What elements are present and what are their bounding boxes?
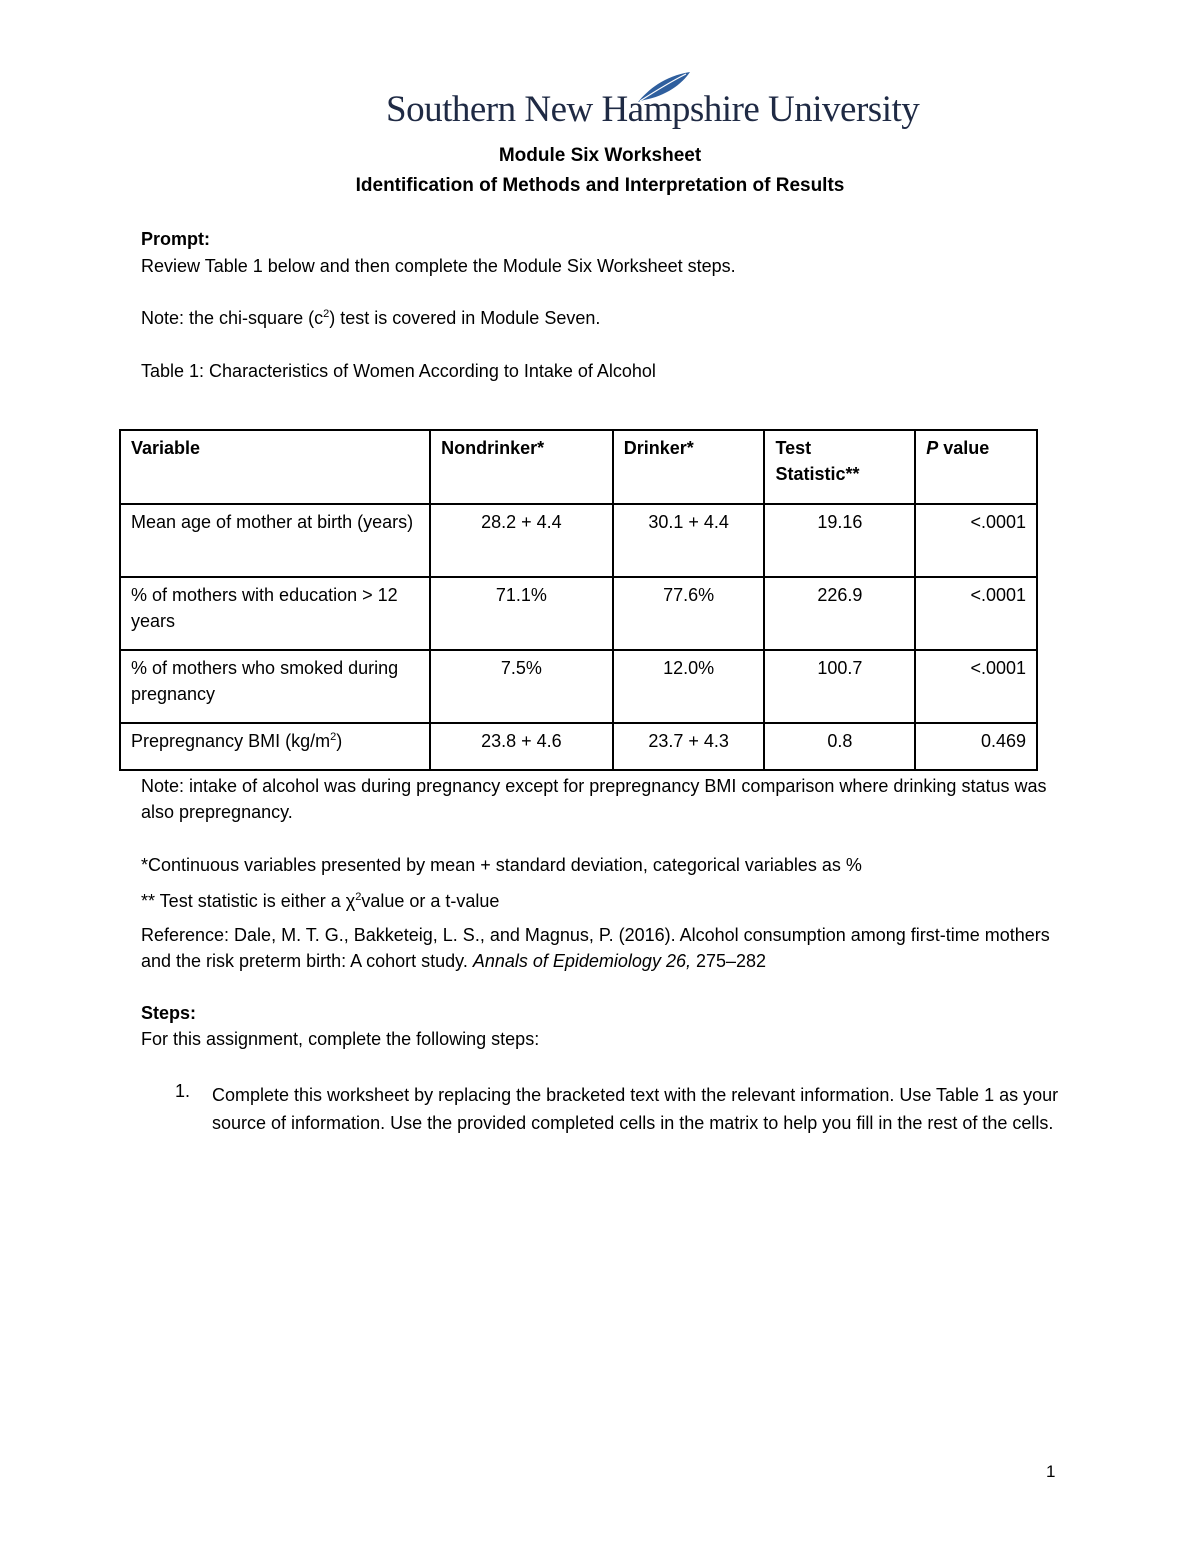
step-text: Complete this worksheet by replacing the bracketed text with the relevant information. Use Table 1 as your source of information. Use the provided completed cells in the matrix to help you fill in the rest of the cells. [212, 1085, 1059, 1133]
row-variable: % of mothers with education > 12 years [120, 577, 430, 650]
page-number: 1 [1046, 1462, 1056, 1481]
row-drinker: 23.7 + 4.3 [613, 723, 765, 770]
header-p-value: P value [915, 430, 1037, 504]
step-number: 1. [175, 1081, 191, 1101]
row-p-value: <.0001 [915, 577, 1037, 650]
test-statistic-note: ** Test statistic is either a $\chi^2value$ or a t-value [141, 891, 500, 911]
header-variable: Variable [120, 430, 430, 504]
table-row [120, 577, 1037, 650]
row-drinker: 30.1 + 4.4 [613, 504, 765, 577]
row-drinker: 77.6% [613, 577, 765, 650]
prompt-text: Review Table 1 below and then complete the Module Six Worksheet steps. [141, 256, 736, 276]
steps-intro: For this assignment, complete the following steps: [141, 1029, 540, 1049]
page-subtitle: Identification of Methods and Interpretation of Results [355, 175, 845, 196]
row-variable: Prepregnancy BMI $(kg/m^2)$ [120, 723, 430, 770]
row-nondrinker: 23.8 + 4.6 [430, 723, 613, 770]
table-row [120, 650, 1037, 723]
row-nondrinker: 7.5% [430, 650, 613, 723]
continuous-note: *Continuous variables presented by mean + standard deviation, categorical variables as % [141, 855, 862, 875]
table-row [120, 504, 1037, 577]
header-test-statistic: Test Statistic** [764, 430, 915, 504]
chi-square-note: Note: the chi-square $(c^2)$ test is covered in Module Seven. [141, 308, 601, 328]
university-name: Southern New Hampshire University [386, 89, 920, 130]
row-test-statistic: 100.7 [764, 650, 915, 723]
intake-note: Note: intake of alcohol was during pregnancy except for prepregnancy BMI comparison where drinking status was also prepregnancy. [141, 776, 1047, 822]
header-nondrinker: Nondrinker* [430, 430, 613, 504]
page-title: Module Six Worksheet [498, 145, 702, 166]
row-drinker: 12.0% [613, 650, 765, 723]
row-p-value: <.0001 [915, 504, 1037, 577]
steps-label: Steps: [141, 1003, 197, 1023]
row-nondrinker: 71.1% [430, 577, 613, 650]
row-variable: Mean age of mother at birth (years) [120, 504, 430, 577]
row-p-value: 0.469 [915, 723, 1037, 770]
table-row [120, 723, 1037, 770]
row-variable: % of mothers who smoked during pregnancy [120, 650, 430, 723]
characteristics-table [119, 429, 1038, 771]
row-test-statistic: 226.9 [764, 577, 915, 650]
table-caption: Table 1: Characteristics of Women According to Intake of Alcohol [141, 361, 656, 381]
table-header-row [120, 430, 1037, 504]
row-p-value: <.0001 [915, 650, 1037, 723]
row-nondrinker: 28.2 + 4.4 [430, 504, 613, 577]
prompt-label: Prompt: [141, 229, 210, 249]
header-drinker: Drinker* [613, 430, 765, 504]
row-test-statistic: 0.8 [764, 723, 915, 770]
university-logo [386, 70, 920, 136]
reference-note: Reference: Dale, M. T. G., Bakketeig, L. S., and Magnus, P. (2016). Alcohol consumption among first-time mothers and the risk preterm birth: A cohort study. Annals of Epidemiology 26, 275–282 [141, 925, 1050, 971]
row-test-statistic: 19.16 [764, 504, 915, 577]
